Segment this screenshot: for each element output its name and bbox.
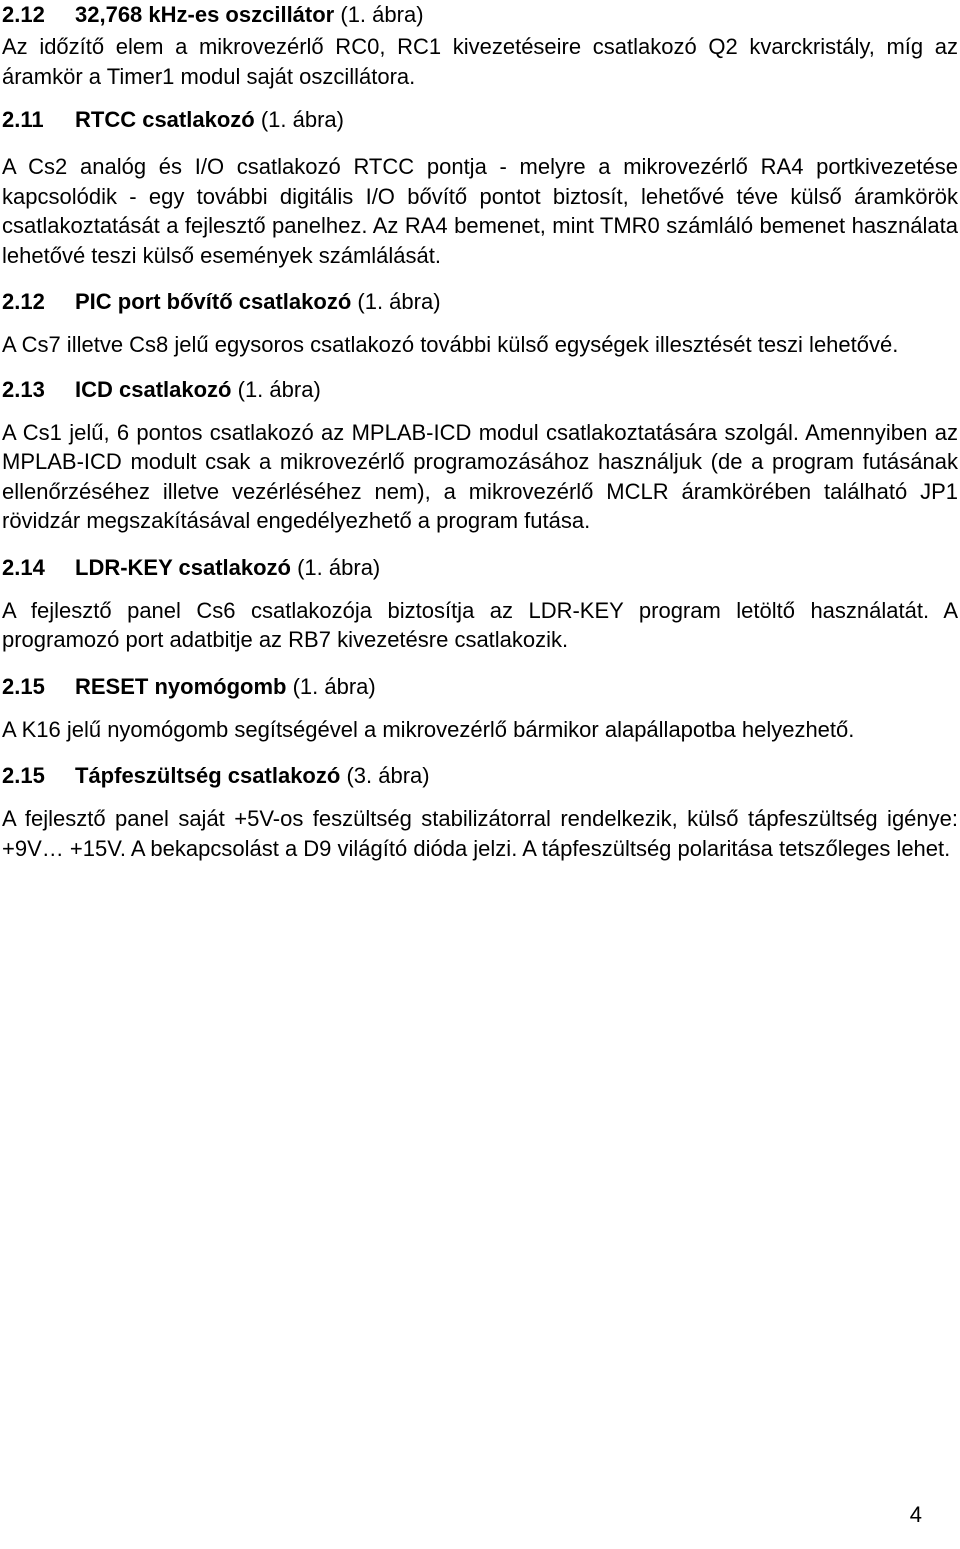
section-body: A fejlesztő panel saját +5V-os feszültség stabilizátorral rendelkezik, külső tápfeszültség igénye: +9V… +15V. A bekapcsolást a D9 világító dióda jelzi. A tápfeszültség polaritása tetszőleges lehet. bbox=[2, 806, 958, 861]
section-heading bbox=[2, 105, 958, 135]
section-number: 2.15 bbox=[2, 763, 45, 788]
section-ldr-key bbox=[2, 553, 958, 655]
section-title: LDR-KEY csatlakozó bbox=[75, 554, 291, 580]
section-number: 2.12 bbox=[2, 289, 45, 314]
section-power bbox=[2, 761, 958, 863]
figure-reference: (3. ábra) bbox=[346, 763, 430, 788]
figure-reference: (1. ábra) bbox=[260, 107, 344, 132]
page-number: 4 bbox=[909, 1502, 922, 1527]
section-body: A Cs2 analóg és I/O csatlakozó RTCC pontja - melyre a mikrovezérlő RA4 portkivezetése kapcsolódik - egy további digitális I/O bővítő pontot biztosít, lehetővé téve külső áramkörök csatlakoztatását a fejlesztő panelhez. Az RA4 bemenet, mint TMR0 számláló bemenet használata lehetővé teszi külső események számlálását. bbox=[2, 154, 958, 268]
section-body: A Cs7 illetve Cs8 jelű egysoros csatlakozó további külső egységek illesztését teszi lehetővé. bbox=[2, 332, 899, 357]
figure-reference: (1. ábra) bbox=[292, 673, 376, 699]
section-number: 2.13 bbox=[2, 376, 45, 402]
section-title: 32,768 kHz-es oszcillátor bbox=[75, 2, 335, 27]
section-number: 2.12 bbox=[2, 2, 45, 27]
section-body: A fejlesztő panel Cs6 csatlakozója biztosítja az LDR-KEY program letöltő használatát. A programozó port adatbitje az RB7 kivezetésre csatlakozik. bbox=[2, 597, 958, 652]
section-title: Tápfeszültség csatlakozó bbox=[75, 763, 341, 788]
figure-reference: (1. ábra) bbox=[297, 554, 381, 580]
section-number: 2.11 bbox=[2, 107, 44, 132]
section-title: RESET nyomógomb bbox=[75, 673, 287, 699]
section-body: Az időzítő elem a mikrovezérlő RC0, RC1 kivezetéseire csatlakozó Q2 kvarckristály, míg az áramkör a Timer1 modul saját oszcillátora. bbox=[2, 34, 958, 89]
section-heading bbox=[2, 761, 958, 791]
document-page bbox=[2, 0, 958, 863]
figure-reference: (1. ábra) bbox=[357, 289, 441, 314]
section-oscillator bbox=[2, 0, 958, 91]
section-number: 2.14 bbox=[2, 554, 45, 580]
section-reset bbox=[2, 672, 958, 745]
section-title: PIC port bővítő csatlakozó bbox=[75, 289, 352, 314]
section-title: RTCC csatlakozó bbox=[75, 107, 255, 132]
section-heading bbox=[2, 375, 958, 405]
figure-reference: (1. ábra) bbox=[340, 2, 424, 27]
section-number: 2.15 bbox=[2, 673, 45, 699]
section-heading bbox=[2, 553, 958, 583]
section-title: ICD csatlakozó bbox=[75, 376, 232, 402]
section-body: A K16 jelű nyomógomb segítségével a mikrovezérlő bármikor alapállapotba helyezhető. bbox=[2, 716, 855, 742]
section-body: A Cs1 jelű, 6 pontos csatlakozó az MPLAB-ICD modul csatlakoztatására szolgál. Amennyiben az MPLAB-ICD modult csak a mikrovezérlő programozásához használjuk (de a program futásának ellenőrzéséhez illetve vezérléséhez nem), a mikrovezérlő MCLR áramkörében található JP1 rövidzár megszakításával engedélyezhető a program futása. bbox=[2, 419, 958, 533]
section-rtcc bbox=[2, 105, 958, 270]
section-icd bbox=[2, 375, 958, 536]
section-heading bbox=[2, 672, 958, 702]
section-heading bbox=[2, 0, 958, 30]
section-heading bbox=[2, 287, 958, 317]
section-pic-port bbox=[2, 287, 958, 360]
figure-reference: (1. ábra) bbox=[237, 376, 321, 402]
